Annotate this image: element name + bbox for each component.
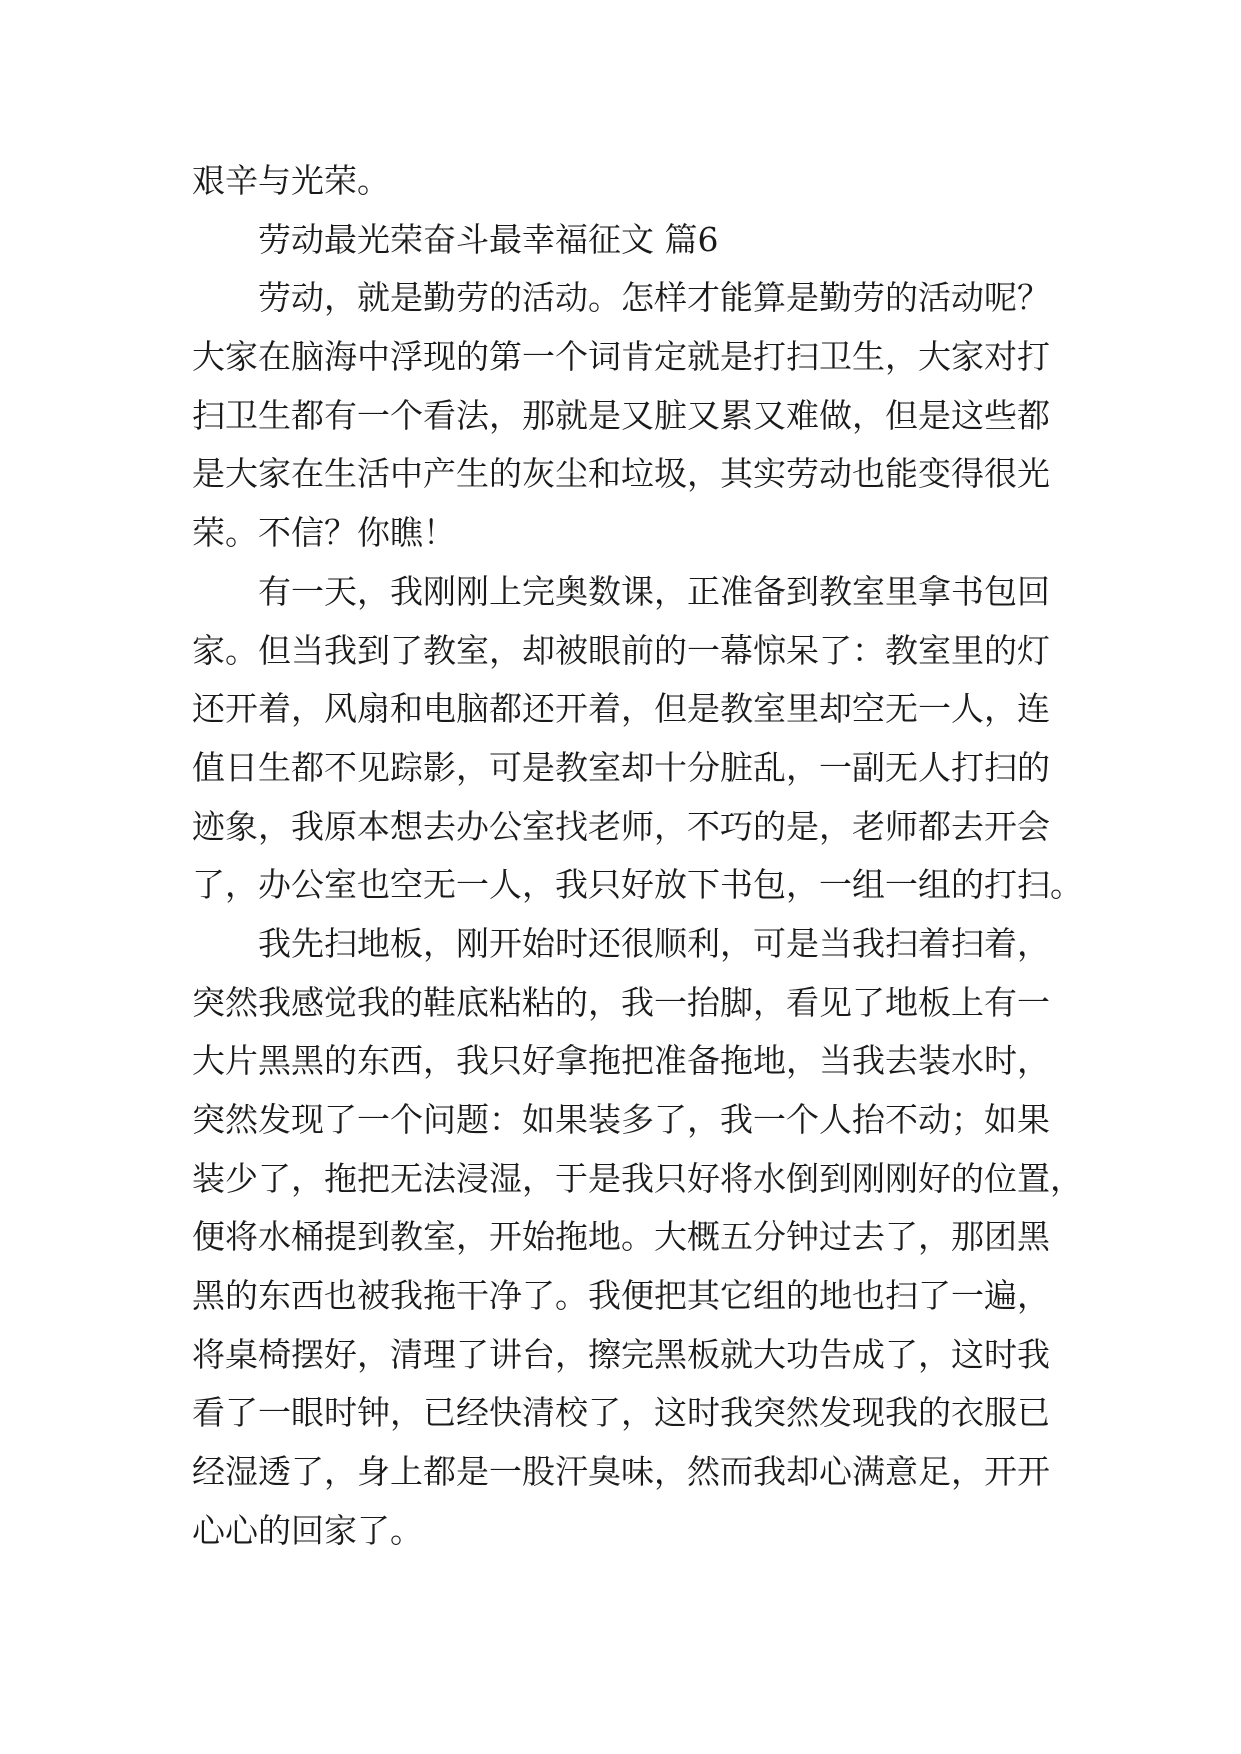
paragraph-line: 家。但当我到了教室，却被眼前的一幕惊呆了：教室里的灯 xyxy=(192,630,1050,670)
paragraph xyxy=(192,563,1083,915)
paragraph-line: 大家在脑海中浮现的第一个词肯定就是打扫卫生，大家对打 xyxy=(192,337,1050,377)
paragraph xyxy=(192,915,1083,1561)
paragraph-line: 有一天，我刚刚上完奥数课，正准备到教室里拿书包回 xyxy=(258,571,1050,611)
paragraph-line: 大片黑黑的东西，我只好拿拖把准备拖地，当我去装水时， xyxy=(192,1041,1050,1081)
paragraph-line: 将桌椅摆好，清理了讲台，擦完黑板就大功告成了，这时我 xyxy=(192,1334,1050,1374)
document-body xyxy=(192,152,1083,1561)
paragraph-line: 是大家在生活中产生的灰尘和垃圾，其实劳动也能变得很光 xyxy=(192,454,1050,494)
paragraph-line: 我先扫地板，刚开始时还很顺利，可是当我扫着扫着， xyxy=(258,923,1050,963)
paragraph-line: 装少了，拖把无法浸湿，于是我只好将水倒到刚刚好的位置， xyxy=(192,1158,1083,1198)
paragraph-line: 还开着，风扇和电脑都还开着，但是教室里却空无一人，连 xyxy=(192,689,1050,729)
paragraph-line: 突然发现了一个问题：如果装多了，我一个人抬不动；如果 xyxy=(192,1100,1050,1139)
paragraph-line: 扫卫生都有一个看法，那就是又脏又累又难做，但是这些都 xyxy=(192,395,1050,435)
paragraph-line: 劳动，就是勤劳的活动。怎样才能算是勤劳的活动呢？ xyxy=(258,278,1050,318)
paragraph-line: 荣。不信？你瞧！ xyxy=(192,513,456,553)
paragraph-line: 值日生都不见踪影，可是教室却十分脏乱，一副无人打扫的 xyxy=(192,747,1050,787)
paragraph-line: 看了一眼时钟，已经快清校了，这时我突然发现我的衣服已 xyxy=(192,1393,1050,1433)
paragraph-line: 经湿透了，身上都是一股汗臭味，然而我却心满意足，开开 xyxy=(192,1452,1050,1492)
paragraph-line: 心心的回家了。 xyxy=(192,1510,423,1550)
section-title: 劳动最光荣奋斗最幸福征文 篇6 xyxy=(258,219,719,259)
paragraph-line: 迹象，我原本想去办公室找老师，不巧的是，老师都去开会 xyxy=(192,806,1050,846)
paragraph-line: 了，办公室也空无一人，我只好放下书包，一组一组的打扫。 xyxy=(192,865,1083,905)
paragraph-line: 便将水桶提到教室，开始拖地。大概五分钟过去了，那团黑 xyxy=(192,1217,1050,1257)
paragraph-ending-line: 艰辛与光荣。 xyxy=(192,161,390,200)
paragraph xyxy=(192,269,1050,562)
paragraph-line: 黑的东西也被我拖干净了。我便把其它组的地也扫了一遍， xyxy=(192,1276,1050,1316)
paragraph-line: 突然我感觉我的鞋底粘粘的，我一抬脚，看见了地板上有一 xyxy=(192,982,1050,1022)
